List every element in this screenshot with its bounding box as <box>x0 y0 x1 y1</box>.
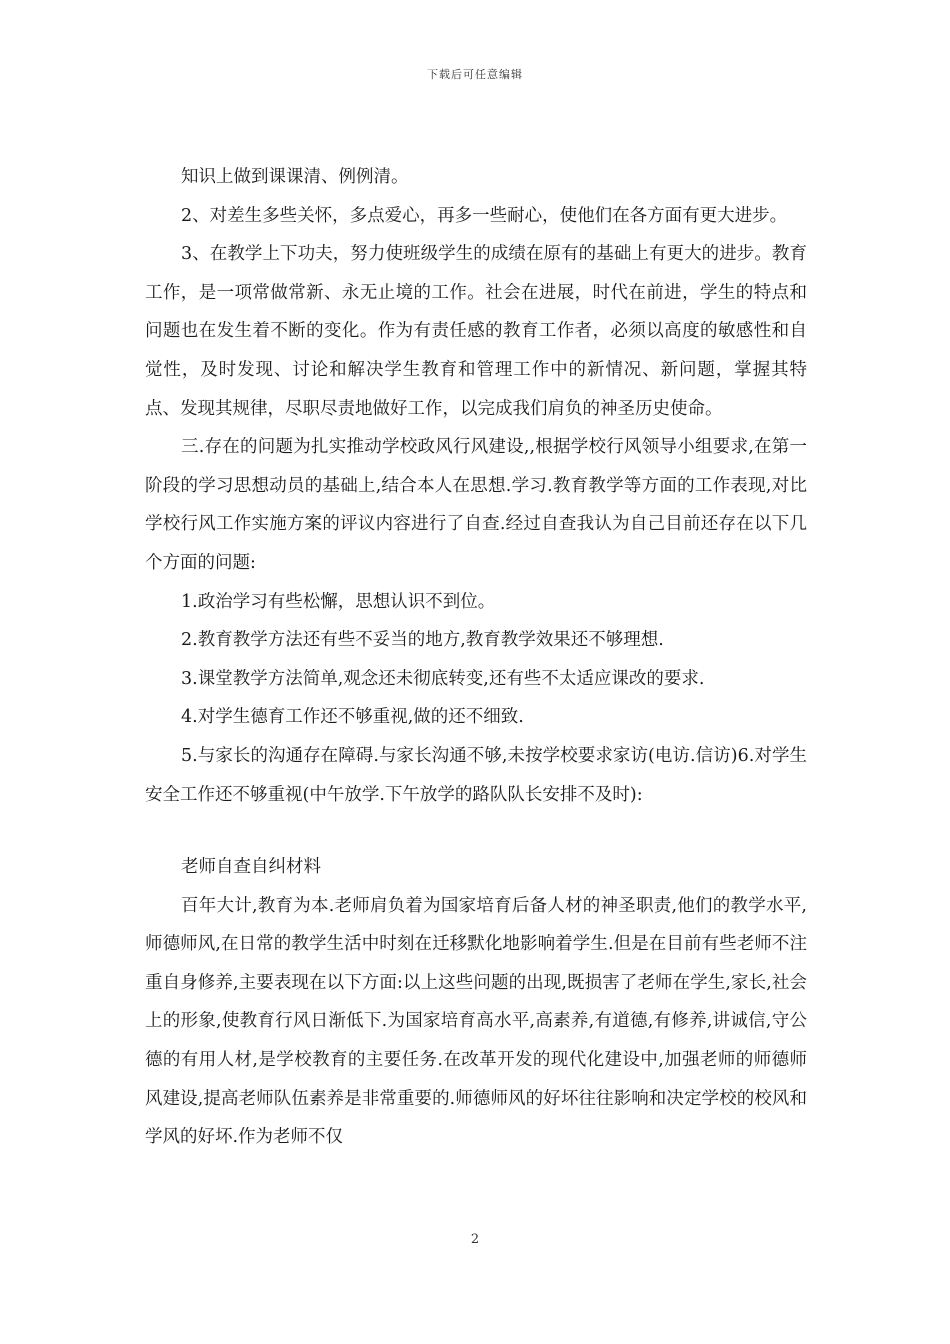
paragraph-item-2: 2、对差生多些关怀，多点爱心，再多一些耐心，使他们在各方面有更大进步。 <box>181 205 788 226</box>
paragraph-intro: 百年大计,教育为本.老师肩负着为国家培育后备人材的神圣职责,他们的教学水平,师德师风,在日常的教学生活中时刻在迁移默化地影响着学生.但是在目前有些老师不注重自身修养,主要表现在以下方面:以上这些问题的出现,既损害了老师在学生,家长,社会上的形象,使教育行风日渐低下.为国家培育高水平,高素养,有道德,有修养,讲诚信,守公德的有用人材,是学校教育的主要任务.在改革开发的现代化建设中,加强老师的师德师风建设,提高老师队伍素养是非常重要的.师德师风的好坏往往影响和决定学校的校风和学风的好坏.作为老师不仅 <box>145 895 807 1148</box>
document-body <box>145 158 807 1157</box>
paragraph-section-3-problems: 三.存在的问题为扎实推动学校政风行风建设,,根据学校行风领导小组要求,在第一阶段的学习思想动员的基础上,结合本人在思想.学习.教育教学等方面的工作表现,对比学校行风工作实施方案的评议内容进行了自查.经过自查我认为自己目前还存在以下几个方面的问题: <box>145 437 807 573</box>
list-item-5-6: 5.与家长的沟通存在障碍.与家长沟通不够,未按学校要求家访(电访.信访)6.对学生安全工作还不够重视(中午放学.下午放学的路队队长安排不及时): <box>145 745 807 805</box>
page-number: 2 <box>470 1232 480 1247</box>
list-item-1: 1.政治学习有些松懈，思想认识不到位。 <box>181 591 496 612</box>
list-item-4: 4.对学生德育工作还不够重视,做的还不细致. <box>181 707 524 728</box>
header-note: 下载后可任意编辑 <box>427 68 523 81</box>
list-item-3: 3.课堂教学方法简单,观念还未彻底转变,还有些不太适应课改的要求. <box>181 668 705 689</box>
paragraph-knowledge: 知识上做到课课清、例例清。 <box>181 167 409 187</box>
section-title: 老师自查自纠材料 <box>181 857 321 878</box>
paragraph-item-3: 3、在教学上下功夫，努力使班级学生的成绩在原有的基础上有更大的进步。教育工作，是一项常做常新、永无止境的工作。社会在进展，时代在前进，学生的特点和问题也在发生着不断的变化。作为有责任感的教育工作者，必须以高度的敏感性和自觉性，及时发现、讨论和解决学生教育和管理工作中的新情况、新问题，掌握其特点、发现其规律，尽职尽责地做好工作，以完成我们肩负的神圣历史使命。 <box>145 244 807 419</box>
list-item-2: 2.教育教学方法还有些不妥当的地方,教育教学效果还不够理想. <box>181 630 664 651</box>
